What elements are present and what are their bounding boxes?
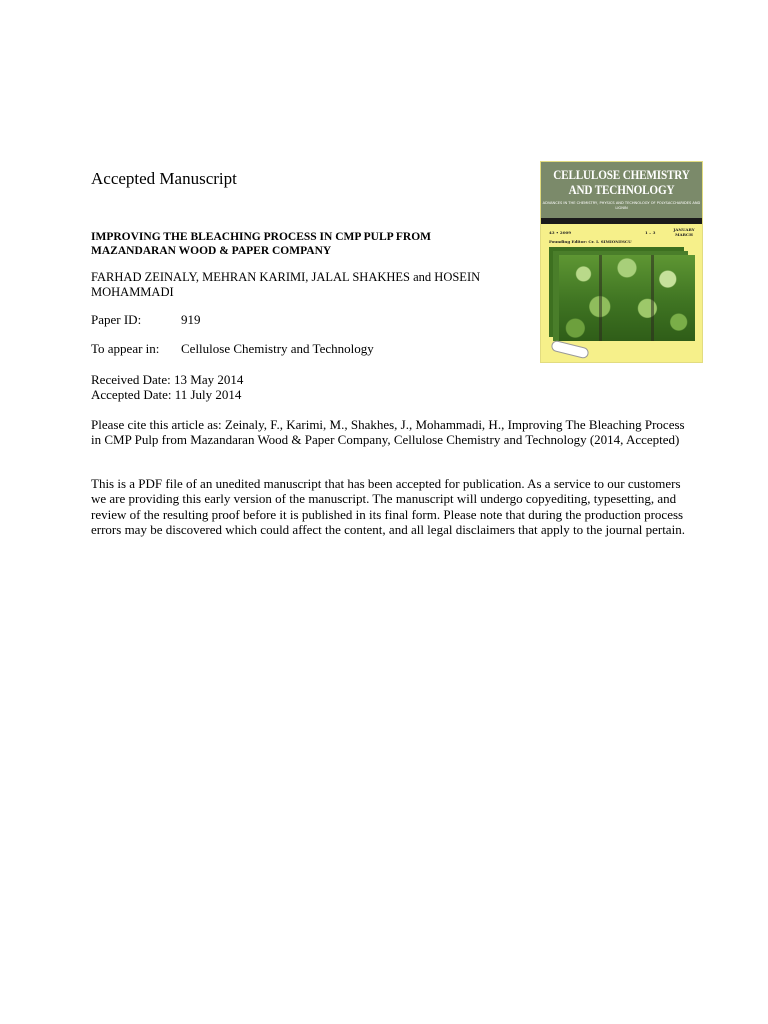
tree-trunk xyxy=(599,255,602,341)
accepted-date-row xyxy=(91,387,241,403)
cover-divider xyxy=(541,218,702,224)
cover-months: JANUARY MARCH xyxy=(673,227,695,237)
accepted-manuscript-heading: Accepted Manuscript xyxy=(91,169,237,188)
cover-title: CELLULOSE CHEMISTRY AND TECHNOLOGY xyxy=(553,167,690,197)
cover-volume: 43 • 2009 xyxy=(549,230,572,235)
accepted-date-value: 11 July 2014 xyxy=(174,387,242,402)
cover-issue: 1 – 3 xyxy=(645,230,656,235)
received-date-row xyxy=(91,372,243,388)
citation-paragraph: Please cite this article as: Zeinaly, F., Karimi, M., Shakhes, J., Mohammadi, H., Improving The Bleaching Process in CMP Pulp from Mazandaran Wood & Paper Company, Cellulose Chemistry and Technology (2014, Accepted) xyxy=(91,417,685,448)
received-date-value: 13 May 2014 xyxy=(174,372,244,387)
article-authors: FARHAD ZEINALY, MEHRAN KARIMI, JALAL SHAKHES and HOSEIN MOHAMMADI xyxy=(91,270,481,299)
disclaimer-paragraph: This is a PDF file of an unedited manuscript that has been accepted for publication. As a service to our customers we are providing this early version of the manuscript. The manuscript will undergo copyediting, typesetting, and review of the resulting proof before it is published in its final form. Please note that during the production process errors may be discovered which could affect the content, and all legal disclaimers that apply to the journal pertain. xyxy=(91,476,685,537)
paper-id-value: 919 xyxy=(181,312,201,327)
article-title: IMPROVING THE BLEACHING PROCESS IN CMP PULP FROM MAZANDARAN WOOD & PAPER COMPANY xyxy=(91,231,432,257)
cover-subtitle: ADVANCES IN THE CHEMISTRY, PHYSICS AND TECHNOLOGY OF POLYSACCHARIDES AND LIGNIN xyxy=(542,201,701,210)
cover-founding-editor: Founding Editor: Cr. I. SIMIONESCU xyxy=(549,239,632,244)
paper-id-row xyxy=(91,312,201,328)
tree-trunk xyxy=(651,255,654,341)
received-date-label: Received Date: xyxy=(91,372,171,387)
cover-publisher-badge xyxy=(550,340,590,360)
journal-name: Cellulose Chemistry and Technology xyxy=(181,341,374,356)
appear-in-row xyxy=(91,341,374,357)
appear-in-label: To appear in: xyxy=(91,341,160,356)
cover-title-band xyxy=(541,162,702,218)
accepted-date-label: Accepted Date: xyxy=(91,387,172,402)
journal-cover xyxy=(540,161,703,363)
paper-id-label: Paper ID: xyxy=(91,312,142,327)
cover-photo-leaves xyxy=(559,255,695,341)
